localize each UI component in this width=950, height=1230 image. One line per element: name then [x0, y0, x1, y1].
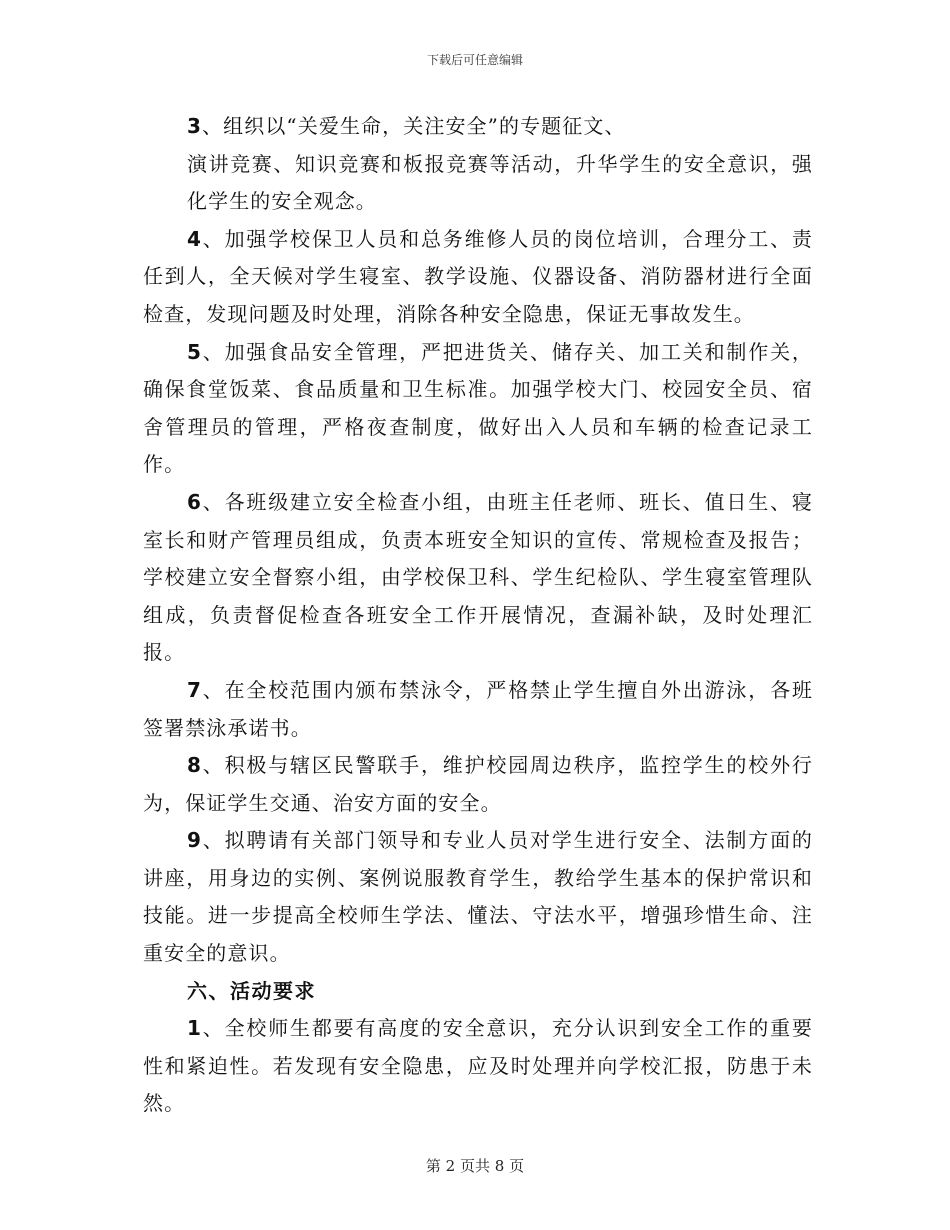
item-number: 8 — [187, 753, 203, 778]
paragraph-text: 、全校师生都要有高度的安全意识，充分认识到安全工作的重要性和紧迫性。若发现有安全隐患，应及时处理并向学校汇报，防患于未然。 — [143, 1016, 813, 1116]
paragraph-item-8 — [143, 747, 813, 822]
item-number: 6 — [187, 489, 203, 514]
page-header: 下载后可任意编辑 — [426, 53, 523, 67]
document-body — [143, 108, 813, 1123]
item-number: 1 — [187, 1016, 203, 1041]
requirement-item-1 — [143, 1010, 813, 1123]
paragraph-item-5 — [143, 334, 813, 484]
paragraph-text: 、积极与辖区民警联手，维护校园周边秩序，监控学生的校外行为，保证学生交通、治安方面的安全。 — [143, 753, 813, 815]
paragraph-text: 、组织以“关爱生命，关注安全”的专题征文、 — [202, 114, 626, 138]
paragraph-item-9 — [143, 822, 813, 972]
section-heading: 六、活动要求 — [187, 978, 316, 1003]
paragraph-text: 、加强学校保卫人员和总务维修人员的岗位培训，合理分工、责任到人，全天候对学生寝室、教学设施、仪器设备、消防器材进行全面检查，发现问题及时处理，消除各种安全隐患，保证无事故发生。 — [143, 226, 813, 326]
paragraph-text: 、各班级建立安全检查小组，由班主任老师、班长、值日生、寝室长和财产管理员组成，负责本班安全知识的宣传、常规检查及报告；学校建立安全督察小组，由学校保卫科、学生纪检队、学生寝室管理队组成，负责督促检查各班安全工作开展情况，查漏补缺，及时处理汇报。 — [143, 489, 813, 665]
paragraph-text-continued: 演讲竞赛、知识竞赛和板报竞赛等活动，升华学生的安全意识，强化学生的安全观念。 — [187, 151, 813, 214]
paragraph-first-line — [143, 108, 813, 146]
paragraph-item-4 — [143, 221, 813, 334]
item-number: 4 — [187, 226, 203, 251]
item-number: 9 — [187, 828, 203, 853]
paragraph-item-3 — [143, 108, 813, 221]
paragraph-text: 、在全校范围内颁布禁泳令，严格禁止学生擅自外出游泳，各班签署禁泳承诺书。 — [143, 677, 813, 740]
paragraph-item-6 — [143, 484, 813, 672]
paragraph-item-7 — [143, 672, 813, 747]
item-number: 3 — [187, 114, 203, 138]
item-number: 7 — [187, 677, 203, 702]
paragraph-text: 、加强食品安全管理，严把进货关、储存关、加工关和制作关，确保食堂饭菜、食品质量和卫生标准。加强学校大门、校园安全员、宿舍管理员的管理，严格夜查制度，做好出入人员和车辆的检查记录工作。 — [143, 339, 813, 477]
item-number: 5 — [187, 339, 203, 364]
page-footer: 第 2 页共 8 页 — [425, 1157, 525, 1175]
paragraph-text: 、拟聘请有关部门领导和专业人员对学生进行安全、法制方面的讲座，用身边的实例、案例说服教育学生，教给学生基本的保护常识和技能。进一步提高全校师生学法、懂法、守法水平，增强珍惜生命、注重安全的意识。 — [143, 828, 813, 966]
